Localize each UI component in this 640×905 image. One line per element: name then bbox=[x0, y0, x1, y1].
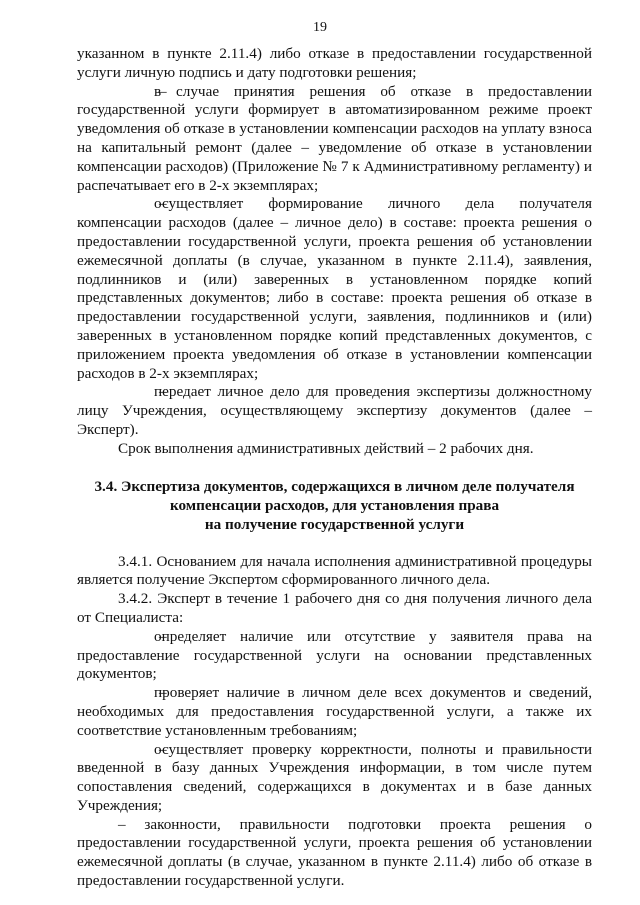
deadline-paragraph: Срок выполнения административных действий – 2 рабочих дня. bbox=[118, 439, 534, 457]
list-item-transfer-expert: – передает личное дело для проведения экспертизы должностному лицу Учреждения, осуществляющему экспертизу документов (далее – Эксперт). bbox=[77, 383, 592, 439]
list-item-verify-data: – осуществляет проверку корректности, полноты и правильности введенной в базу данных Учреждения информации, в том числе путем сопоставления сведений, содержащихся в документах и в базе данных Учреждения; bbox=[77, 741, 592, 816]
list-item-determine-right: – определяет наличие или отсутствие у заявителя права на предоставление государственной услуги на основании представленных документов; bbox=[77, 628, 592, 684]
paragraph-3-4-2: 3.4.2. Эксперт в течение 1 рабочего дня со дня получения личного дела от Специалиста: bbox=[77, 590, 592, 626]
paragraph-1: указанном в пункте 2.11.4) либо отказе в предоставлении государственной услуги личную подпись и дату подготовки решения; bbox=[77, 45, 592, 81]
section-heading bbox=[77, 477, 592, 534]
document-body bbox=[77, 45, 592, 891]
section-heading-line-2: компенсации расходов, для установления права bbox=[169, 496, 500, 514]
list-item-check-documents: – проверяет наличие в личном деле всех документов и сведений, необходимых для предоставления государственной услуги, а также их соответствие установленным требованиям; bbox=[77, 684, 592, 740]
page-number: 19 bbox=[313, 20, 327, 35]
section-heading-line-1: 3.4. Экспертиза документов, содержащихся в личном деле получателя bbox=[94, 477, 575, 495]
list-item-legality: – законности, правильности подготовки проекта решения о предоставлении государственной услуги, проекта решения об установлении ежемесячной доплаты (в случае, указанном в пункте 2.11.4) либо об отказе в предоставлении государственной услуги. bbox=[77, 815, 592, 890]
list-item-refusal-notice: – в случае принятия решения об отказе в предоставлении государственной услуги формирует в автоматизированном режиме проект уведомления об отказе в установлении компенсации расходов на уплату взноса на капитальный ремонт (далее – уведомление об отказе в установлении компенсации расходов) (Приложение № 7 к Административному регламенту) и распечатывает его в 2-х экземплярах; bbox=[77, 83, 592, 196]
section-heading-line-3: на получение государственной услуги bbox=[204, 515, 465, 533]
list-item-personal-file: – осуществляет формирование личного дела получателя компенсации расходов (далее – личное дело) в составе: проекта решения о предоставлении государственной услуги, проекта решения об установлении ежемесячной доплаты (в случае, указанном в пункте 2.11.4), заявления, подлинников и (или) заверенных в установленном порядке копий представленных документов; либо в составе: проекта решения об отказе в предоставлении государственной услуги, заявления, подлинников и (или) заверенных в установленном порядке копий представленных документов, с приложением проекта уведомления об отказе в установлении компенсации расходов в 2-х экземплярах; bbox=[77, 195, 592, 383]
paragraph-3-4-1: 3.4.1. Основанием для начала исполнения административной процедуры является получение Экспертом сформированного личного дела. bbox=[77, 552, 592, 589]
